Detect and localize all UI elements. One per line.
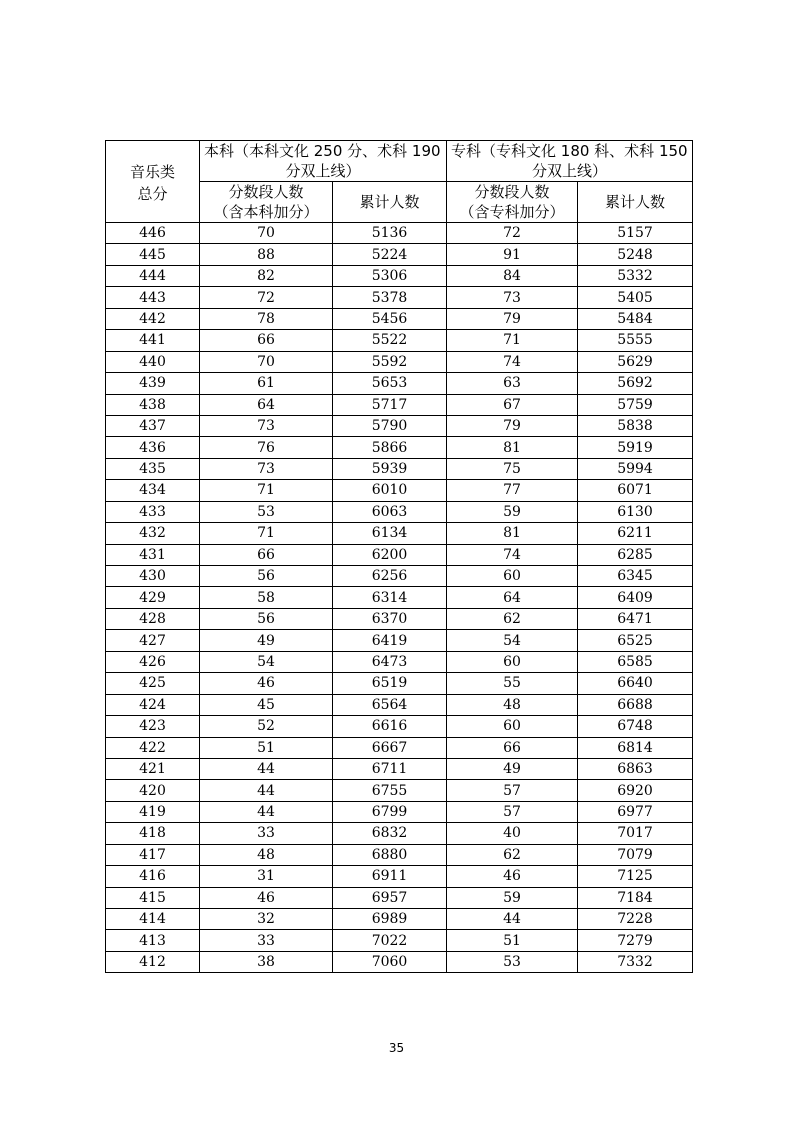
cell-benke-count: 76 [200,437,333,458]
cell-benke-cumulative: 6880 [333,844,447,865]
cell-benke-cumulative: 6370 [333,608,447,629]
cell-zhuanke-count: 55 [447,673,578,694]
cell-zhuanke-cumulative: 6585 [578,651,693,672]
cell-benke-count: 45 [200,694,333,715]
cell-benke-count: 56 [200,608,333,629]
cell-zhuanke-count: 44 [447,909,578,930]
cell-benke-count: 82 [200,265,333,286]
cell-total-score: 413 [106,930,200,951]
cell-zhuanke-count: 62 [447,608,578,629]
table-row [106,373,693,394]
cell-benke-cumulative: 7022 [333,930,447,951]
cell-zhuanke-count: 67 [447,394,578,415]
cell-benke-cumulative: 6616 [333,716,447,737]
cell-zhuanke-count: 64 [447,587,578,608]
cell-benke-cumulative: 5939 [333,458,447,479]
table-row [106,823,693,844]
table-row [106,458,693,479]
table-row [106,866,693,887]
cell-total-score: 434 [106,480,200,501]
cell-benke-cumulative: 5378 [333,287,447,308]
cell-benke-cumulative: 6711 [333,758,447,779]
cell-zhuanke-cumulative: 5405 [578,287,693,308]
table-row [106,587,693,608]
header-zhuanke-line2: 分双上线） [532,162,608,180]
header-total-score [106,141,200,223]
table-row [106,287,693,308]
header-zhuanke-cumulative: 累计人数 [578,182,693,223]
cell-zhuanke-count: 75 [447,458,578,479]
table-row [106,801,693,822]
cell-total-score: 445 [106,244,200,265]
cell-total-score: 415 [106,887,200,908]
cell-zhuanke-cumulative: 5157 [578,223,693,244]
header-benke-count-line1: 分数段人数 [228,183,304,201]
cell-benke-cumulative: 6419 [333,630,447,651]
cell-benke-count: 70 [200,223,333,244]
table-row [106,694,693,715]
cell-total-score: 440 [106,351,200,372]
cell-zhuanke-cumulative: 5555 [578,330,693,351]
cell-zhuanke-cumulative: 6640 [578,673,693,694]
cell-benke-count: 66 [200,544,333,565]
cell-zhuanke-cumulative: 6345 [578,566,693,587]
header-zhuanke-count-line2: （含专科加分） [459,203,565,221]
table-row [106,394,693,415]
cell-benke-cumulative: 6667 [333,737,447,758]
cell-benke-cumulative: 5653 [333,373,447,394]
cell-total-score: 422 [106,737,200,758]
header-benke-count [200,182,333,223]
cell-benke-cumulative: 6755 [333,780,447,801]
cell-benke-count: 52 [200,716,333,737]
cell-benke-count: 38 [200,951,333,972]
cell-total-score: 441 [106,330,200,351]
table-row [106,651,693,672]
cell-benke-cumulative: 5306 [333,265,447,286]
cell-zhuanke-count: 77 [447,480,578,501]
cell-benke-cumulative: 6134 [333,523,447,544]
cell-total-score: 416 [106,866,200,887]
cell-zhuanke-cumulative: 6748 [578,716,693,737]
cell-benke-cumulative: 5592 [333,351,447,372]
cell-benke-count: 46 [200,673,333,694]
cell-total-score: 423 [106,716,200,737]
cell-zhuanke-count: 57 [447,780,578,801]
cell-zhuanke-cumulative: 5994 [578,458,693,479]
cell-zhuanke-count: 60 [447,716,578,737]
table-row [106,716,693,737]
table-row [106,330,693,351]
cell-zhuanke-count: 91 [447,244,578,265]
cell-benke-cumulative: 5136 [333,223,447,244]
cell-total-score: 428 [106,608,200,629]
table-row [106,608,693,629]
cell-benke-count: 44 [200,780,333,801]
table-row [106,415,693,436]
cell-benke-count: 71 [200,480,333,501]
cell-zhuanke-cumulative: 5692 [578,373,693,394]
cell-benke-count: 88 [200,244,333,265]
cell-zhuanke-cumulative: 6471 [578,608,693,629]
header-total-score-line2: 总分 [137,185,168,203]
cell-benke-count: 32 [200,909,333,930]
cell-total-score: 438 [106,394,200,415]
cell-benke-count: 71 [200,523,333,544]
cell-zhuanke-cumulative: 6409 [578,587,693,608]
cell-zhuanke-count: 81 [447,523,578,544]
cell-benke-count: 48 [200,844,333,865]
cell-zhuanke-cumulative: 7079 [578,844,693,865]
cell-zhuanke-cumulative: 6688 [578,694,693,715]
cell-benke-cumulative: 6473 [333,651,447,672]
score-distribution-table [105,140,693,973]
table-row [106,501,693,522]
cell-zhuanke-cumulative: 6863 [578,758,693,779]
cell-benke-count: 61 [200,373,333,394]
cell-zhuanke-count: 84 [447,265,578,286]
cell-total-score: 436 [106,437,200,458]
cell-benke-cumulative: 6200 [333,544,447,565]
header-benke-count-line2: （含本科加分） [213,203,319,221]
cell-zhuanke-count: 73 [447,287,578,308]
header-zhuanke-group [447,141,693,182]
cell-zhuanke-count: 62 [447,844,578,865]
cell-benke-cumulative: 5224 [333,244,447,265]
cell-benke-cumulative: 6957 [333,887,447,908]
cell-total-score: 432 [106,523,200,544]
cell-benke-count: 64 [200,394,333,415]
cell-benke-cumulative: 6519 [333,673,447,694]
table-row [106,308,693,329]
page-number: 35 [388,1041,405,1055]
table-row [106,673,693,694]
cell-total-score: 419 [106,801,200,822]
cell-zhuanke-cumulative: 6211 [578,523,693,544]
header-zhuanke-count [447,182,578,223]
cell-zhuanke-count: 71 [447,330,578,351]
table-row [106,951,693,972]
cell-total-score: 439 [106,373,200,394]
cell-zhuanke-cumulative: 6977 [578,801,693,822]
cell-zhuanke-count: 40 [447,823,578,844]
cell-benke-count: 54 [200,651,333,672]
cell-zhuanke-count: 74 [447,351,578,372]
cell-benke-cumulative: 5790 [333,415,447,436]
cell-benke-cumulative: 5522 [333,330,447,351]
cell-total-score: 429 [106,587,200,608]
cell-zhuanke-cumulative: 7228 [578,909,693,930]
cell-zhuanke-cumulative: 6525 [578,630,693,651]
table-row [106,265,693,286]
table-row [106,630,693,651]
cell-zhuanke-count: 79 [447,308,578,329]
cell-zhuanke-count: 63 [447,373,578,394]
table-row [106,930,693,951]
cell-benke-cumulative: 6799 [333,801,447,822]
cell-total-score: 420 [106,780,200,801]
cell-total-score: 431 [106,544,200,565]
cell-benke-cumulative: 6564 [333,694,447,715]
cell-total-score: 433 [106,501,200,522]
table-row [106,244,693,265]
cell-benke-cumulative: 6911 [333,866,447,887]
cell-zhuanke-count: 49 [447,758,578,779]
cell-zhuanke-count: 60 [447,651,578,672]
cell-total-score: 442 [106,308,200,329]
cell-zhuanke-cumulative: 6285 [578,544,693,565]
table-row [106,480,693,501]
cell-total-score: 446 [106,223,200,244]
cell-benke-count: 44 [200,801,333,822]
table-row [106,758,693,779]
cell-zhuanke-cumulative: 5248 [578,244,693,265]
cell-benke-cumulative: 6256 [333,566,447,587]
table-row [106,544,693,565]
cell-zhuanke-count: 59 [447,887,578,908]
cell-zhuanke-cumulative: 6071 [578,480,693,501]
cell-zhuanke-cumulative: 7184 [578,887,693,908]
cell-benke-cumulative: 6010 [333,480,447,501]
cell-zhuanke-cumulative: 7017 [578,823,693,844]
table-row [106,844,693,865]
cell-zhuanke-cumulative: 5484 [578,308,693,329]
cell-benke-count: 78 [200,308,333,329]
cell-benke-count: 44 [200,758,333,779]
cell-benke-count: 70 [200,351,333,372]
cell-benke-count: 49 [200,630,333,651]
table-row [106,566,693,587]
cell-zhuanke-count: 48 [447,694,578,715]
cell-total-score: 430 [106,566,200,587]
cell-total-score: 427 [106,630,200,651]
cell-benke-count: 46 [200,887,333,908]
cell-benke-count: 58 [200,587,333,608]
cell-total-score: 417 [106,844,200,865]
cell-zhuanke-count: 57 [447,801,578,822]
cell-benke-count: 56 [200,566,333,587]
cell-benke-cumulative: 7060 [333,951,447,972]
table-row [106,780,693,801]
cell-benke-cumulative: 5456 [333,308,447,329]
cell-total-score: 437 [106,415,200,436]
header-benke-line1: 本科（本科文化 250 分、术科 190 [204,142,441,160]
cell-benke-count: 33 [200,823,333,844]
cell-zhuanke-cumulative: 6814 [578,737,693,758]
header-benke-group [200,141,447,182]
cell-benke-count: 53 [200,501,333,522]
cell-total-score: 412 [106,951,200,972]
cell-total-score: 444 [106,265,200,286]
cell-zhuanke-count: 59 [447,501,578,522]
cell-zhuanke-count: 60 [447,566,578,587]
cell-zhuanke-count: 51 [447,930,578,951]
cell-total-score: 425 [106,673,200,694]
cell-zhuanke-cumulative: 5629 [578,351,693,372]
cell-benke-count: 51 [200,737,333,758]
cell-zhuanke-cumulative: 7279 [578,930,693,951]
cell-zhuanke-cumulative: 5838 [578,415,693,436]
cell-total-score: 426 [106,651,200,672]
cell-benke-cumulative: 5866 [333,437,447,458]
cell-benke-count: 66 [200,330,333,351]
cell-total-score: 435 [106,458,200,479]
cell-total-score: 443 [106,287,200,308]
header-zhuanke-count-line1: 分数段人数 [474,183,550,201]
cell-benke-cumulative: 6063 [333,501,447,522]
cell-total-score: 421 [106,758,200,779]
table-body [106,223,693,973]
cell-zhuanke-count: 74 [447,544,578,565]
header-zhuanke-line1: 专科（专科文化 180 科、术科 150 [451,142,688,160]
header-benke-line2: 分双上线） [285,162,361,180]
cell-zhuanke-count: 46 [447,866,578,887]
header-benke-cumulative: 累计人数 [333,182,447,223]
table-row [106,351,693,372]
cell-benke-cumulative: 6314 [333,587,447,608]
cell-zhuanke-count: 72 [447,223,578,244]
cell-benke-count: 72 [200,287,333,308]
cell-zhuanke-count: 53 [447,951,578,972]
cell-total-score: 424 [106,694,200,715]
cell-zhuanke-count: 54 [447,630,578,651]
cell-total-score: 418 [106,823,200,844]
cell-total-score: 414 [106,909,200,930]
cell-zhuanke-count: 66 [447,737,578,758]
cell-benke-count: 31 [200,866,333,887]
cell-zhuanke-count: 79 [447,415,578,436]
table-row [106,909,693,930]
cell-benke-cumulative: 6989 [333,909,447,930]
cell-zhuanke-count: 81 [447,437,578,458]
cell-zhuanke-cumulative: 5919 [578,437,693,458]
cell-benke-count: 73 [200,415,333,436]
cell-zhuanke-cumulative: 5332 [578,265,693,286]
cell-benke-count: 33 [200,930,333,951]
table-row [106,887,693,908]
cell-zhuanke-cumulative: 7125 [578,866,693,887]
table-row [106,523,693,544]
table-row [106,223,693,244]
cell-benke-cumulative: 6832 [333,823,447,844]
cell-benke-count: 73 [200,458,333,479]
table-row [106,437,693,458]
cell-zhuanke-cumulative: 7332 [578,951,693,972]
cell-benke-cumulative: 5717 [333,394,447,415]
header-total-score-line1: 音乐类 [129,163,175,181]
table-row [106,737,693,758]
cell-zhuanke-cumulative: 5759 [578,394,693,415]
cell-zhuanke-cumulative: 6130 [578,501,693,522]
cell-zhuanke-cumulative: 6920 [578,780,693,801]
